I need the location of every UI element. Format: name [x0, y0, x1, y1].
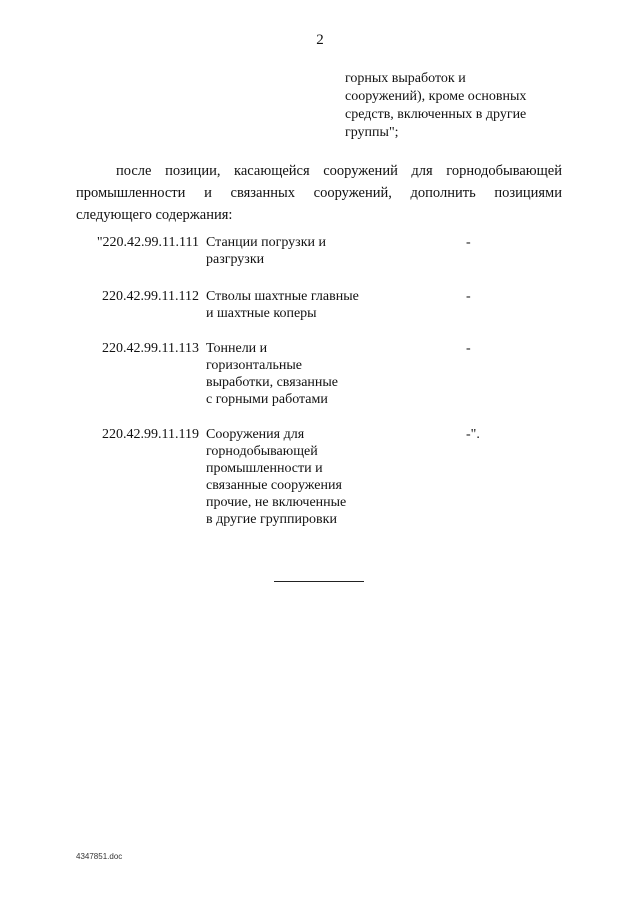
entry-description [206, 340, 386, 408]
intro-line: промышленности и связанных сооружений, дополнить позициями [76, 185, 562, 201]
entry-description-line: Станции погрузки и [206, 235, 326, 250]
entry-description-line: горнодобывающей [206, 444, 318, 459]
closing-divider [274, 581, 364, 582]
entry-code: 220.42.99.11.112 [102, 289, 199, 304]
entry-description [206, 234, 386, 268]
intro-line: после позиции, касающейся сооружений для горнодобывающей [116, 163, 562, 179]
entry-description-line: Тоннели и [206, 341, 268, 356]
entry-dash: -". [466, 427, 480, 442]
entry-description-line: промышленности и [206, 461, 323, 476]
continuation-line: группы"; [345, 125, 399, 140]
continuation-line: горных выработок и [345, 71, 466, 86]
entry-description-line: Стволы шахтные главные [206, 289, 359, 304]
entry-description-line: Сооружения для [206, 427, 305, 442]
continuation-line: средств, включенных в другие [345, 107, 527, 122]
entry-description-line: выработки, связанные [206, 375, 339, 390]
continuation-text [345, 70, 575, 142]
entry-description-line: горизонтальные [206, 358, 302, 373]
document-id: 4347851.doc [76, 852, 123, 861]
page-number: 2 [316, 32, 324, 48]
entry-dash: - [466, 235, 471, 250]
entry-description-line: и шахтные коперы [206, 306, 317, 321]
entry-description [206, 426, 386, 528]
continuation-line: сооружений), кроме основных [345, 89, 527, 104]
entry-description-line: прочие, не включенные [206, 495, 347, 510]
entry-code: "220.42.99.11.111 [96, 235, 199, 250]
entry-description-line: связанные сооружения [206, 478, 342, 493]
entry-description-line: разгрузки [206, 252, 265, 267]
entry-description-line: с горными работами [206, 392, 328, 407]
intro-line: следующего содержания: [76, 207, 233, 223]
entry-code: 220.42.99.11.119 [102, 427, 199, 442]
intro-paragraph [76, 160, 562, 226]
entry-dash: - [466, 289, 471, 304]
entry-code: 220.42.99.11.113 [102, 341, 199, 356]
entry-description [206, 288, 386, 322]
entry-description-line: в другие группировки [206, 512, 337, 527]
entry-dash: - [466, 341, 471, 356]
